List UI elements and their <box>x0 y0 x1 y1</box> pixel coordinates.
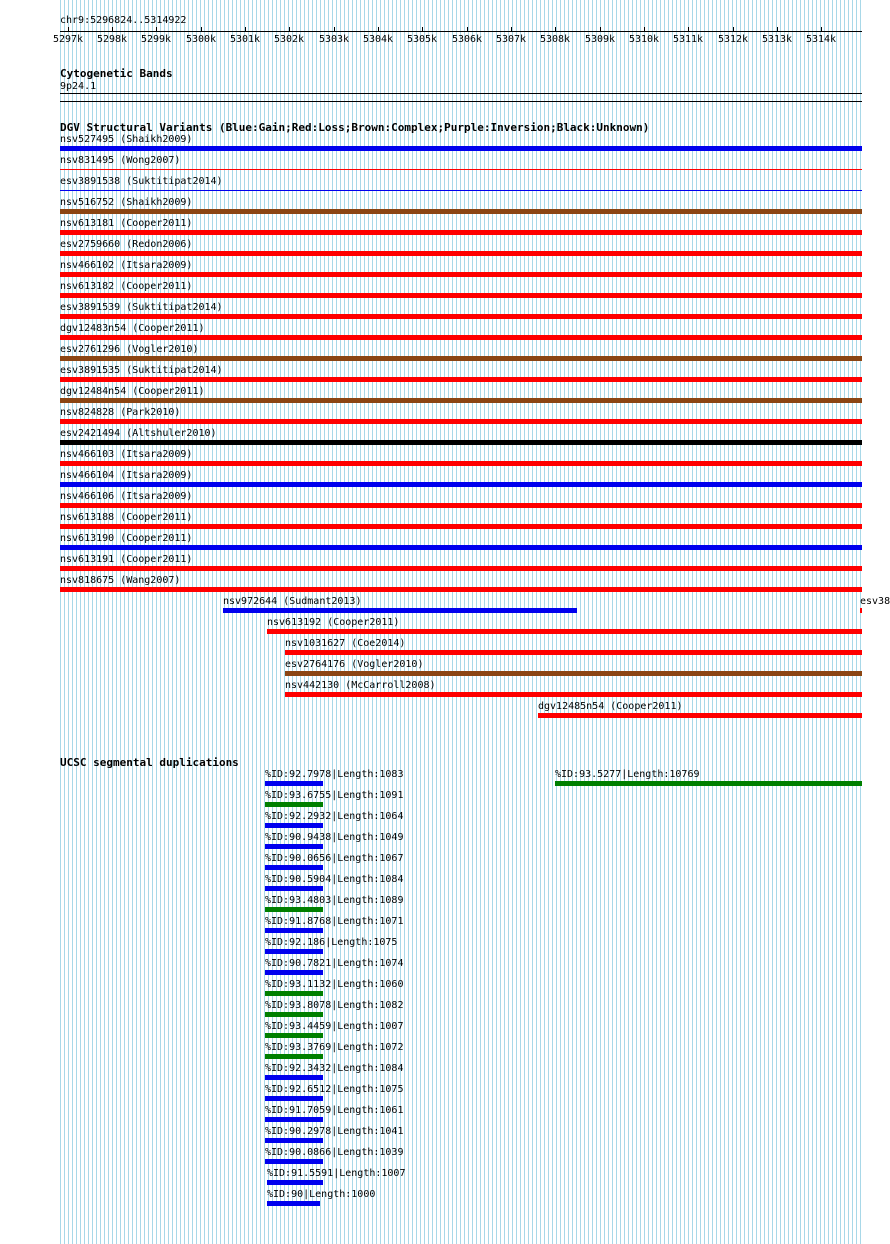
sv-bar[interactable] <box>285 671 862 676</box>
grid-line <box>820 0 821 1244</box>
grid-line <box>800 0 801 1244</box>
grid-line <box>836 0 837 1244</box>
grid-line <box>252 0 253 1244</box>
sv-bar[interactable] <box>60 293 862 298</box>
segdup-bar[interactable] <box>265 823 323 828</box>
grid-line <box>448 0 449 1244</box>
grid-line <box>532 0 533 1244</box>
sv-bar[interactable] <box>60 251 862 256</box>
grid-line <box>564 0 565 1244</box>
grid-line <box>628 0 629 1244</box>
grid-line <box>748 0 749 1244</box>
ruler-tick <box>422 27 423 32</box>
grid-line <box>496 0 497 1244</box>
grid-line <box>804 0 805 1244</box>
ruler-tick-label: 5300k <box>185 34 217 45</box>
grid-line <box>432 0 433 1244</box>
segdup-label[interactable]: %ID:91.7059|Length:1061 <box>265 1105 404 1116</box>
sv-bar[interactable] <box>60 524 862 529</box>
grid-line <box>584 0 585 1244</box>
sv-label[interactable]: nsv613190 (Cooper2011) <box>60 533 193 544</box>
sv-label[interactable]: esv3891535 (Suktitipat2014) <box>60 365 223 376</box>
sv-bar[interactable] <box>60 230 862 235</box>
segdup-label[interactable]: %ID:93.4459|Length:1007 <box>265 1021 404 1032</box>
grid-line <box>656 0 657 1244</box>
grid-line <box>596 0 597 1244</box>
sv-label[interactable]: esv3891538 (Suktitipat2014) <box>60 176 223 187</box>
grid-line <box>768 0 769 1244</box>
grid-line <box>780 0 781 1244</box>
grid-line <box>684 0 685 1244</box>
grid-line <box>728 0 729 1244</box>
grid-line <box>816 0 817 1244</box>
grid-line <box>452 0 453 1244</box>
segdup-label[interactable]: %ID:92.6512|Length:1075 <box>265 1084 404 1095</box>
grid-line <box>644 0 645 1244</box>
ruler-tick <box>511 27 512 32</box>
grid-line <box>512 0 513 1244</box>
grid-line <box>224 0 225 1244</box>
grid-line <box>708 0 709 1244</box>
segdup-label[interactable]: %ID:93.6755|Length:1091 <box>265 790 404 801</box>
grid-line <box>788 0 789 1244</box>
ruler-tick-label: 5302k <box>273 34 305 45</box>
sv-label[interactable]: nsv613188 (Cooper2011) <box>60 512 193 523</box>
grid-line <box>696 0 697 1244</box>
sv-bar[interactable] <box>60 398 862 403</box>
sv-bar[interactable] <box>60 419 862 424</box>
ruler-tick-label: 5305k <box>406 34 438 45</box>
segdup-label[interactable]: %ID:90|Length:1000 <box>267 1189 376 1200</box>
grid-line <box>480 0 481 1244</box>
grid-line <box>440 0 441 1244</box>
grid-line <box>756 0 757 1244</box>
grid-line <box>812 0 813 1244</box>
grid-line <box>724 0 725 1244</box>
ruler-tick-label: 5308k <box>539 34 571 45</box>
ruler-tick-label: 5307k <box>495 34 527 45</box>
grid-line <box>616 0 617 1244</box>
segdup-label[interactable]: %ID:93.3769|Length:1072 <box>265 1042 404 1053</box>
sv-label[interactable]: nsv613182 (Cooper2011) <box>60 281 193 292</box>
sv-label[interactable]: dgv12483n54 (Cooper2011) <box>60 323 205 334</box>
segdup-label[interactable]: %ID:92.7978|Length:1083 <box>265 769 404 780</box>
grid-line <box>776 0 777 1244</box>
ruler-tick <box>733 27 734 32</box>
ruler-tick-label: 5309k <box>584 34 616 45</box>
location-label: chr9:5296824..5314922 <box>60 15 187 26</box>
segdup-label[interactable]: %ID:90.0866|Length:1039 <box>265 1147 404 1158</box>
grid-line <box>680 0 681 1244</box>
grid-line <box>792 0 793 1244</box>
sv-bar[interactable] <box>285 650 862 655</box>
sv-label[interactable]: esv2421494 (Altshuler2010) <box>60 428 217 439</box>
grid-line <box>700 0 701 1244</box>
grid-line <box>468 0 469 1244</box>
sv-label[interactable]: dgv12485n54 (Cooper2011) <box>538 701 683 712</box>
sv-label[interactable]: nsv527495 (Shaikh2009) <box>60 134 193 145</box>
grid-line <box>536 0 537 1244</box>
ruler-tick-label: 5311k <box>672 34 704 45</box>
segdup-bar[interactable] <box>555 781 862 786</box>
sv-label[interactable]: nsv831495 (Wong2007) <box>60 155 181 166</box>
grid-line <box>636 0 637 1244</box>
sv-bar[interactable] <box>60 314 862 319</box>
grid-line <box>500 0 501 1244</box>
grid-line <box>852 0 853 1244</box>
grid-line <box>520 0 521 1244</box>
sv-bar[interactable] <box>60 356 862 361</box>
grid-line <box>672 0 673 1244</box>
segdup-label[interactable]: %ID:91.5591|Length:1007 <box>267 1168 406 1179</box>
grid-line <box>556 0 557 1244</box>
ruler-tick-label: 5313k <box>761 34 793 45</box>
sv-label[interactable]: nsv824828 (Park2010) <box>60 407 181 418</box>
grid-line <box>516 0 517 1244</box>
grid-line <box>544 0 545 1244</box>
ruler-axis[interactable] <box>60 31 862 32</box>
grid-line <box>856 0 857 1244</box>
sv-bar[interactable] <box>285 692 862 697</box>
ruler-tick <box>378 27 379 32</box>
ruler-tick <box>334 27 335 32</box>
grid-line <box>548 0 549 1244</box>
segdup-label[interactable]: %ID:93.1132|Length:1060 <box>265 979 404 990</box>
sv-bar[interactable] <box>60 461 862 466</box>
ruler-tick <box>289 27 290 32</box>
grid-line <box>604 0 605 1244</box>
sv-bar[interactable] <box>860 608 862 613</box>
ruler-tick-label: 5298k <box>96 34 128 45</box>
sv-bar[interactable] <box>60 146 862 151</box>
segdup-label[interactable]: %ID:90.2978|Length:1041 <box>265 1126 404 1137</box>
grid-line <box>456 0 457 1244</box>
segdup-bar[interactable] <box>265 991 323 996</box>
grid-line <box>848 0 849 1244</box>
cytoband-label[interactable]: 9p24.1 <box>60 81 97 92</box>
segdup-bar[interactable] <box>265 928 323 933</box>
grid-line <box>404 0 405 1244</box>
grid-line <box>232 0 233 1244</box>
segdup-label[interactable]: %ID:90.7821|Length:1074 <box>265 958 404 969</box>
cytoband-line-top <box>60 93 862 94</box>
grid-line <box>828 0 829 1244</box>
sv-bar[interactable] <box>60 503 862 508</box>
grid-line <box>476 0 477 1244</box>
sv-bar[interactable] <box>60 190 862 191</box>
segdup-label[interactable]: %ID:92.186|Length:1075 <box>265 937 398 948</box>
grid-line <box>484 0 485 1244</box>
grid-line <box>436 0 437 1244</box>
grid-line <box>808 0 809 1244</box>
grid-line <box>240 0 241 1244</box>
grid-line <box>716 0 717 1244</box>
sv-bar[interactable] <box>267 629 862 634</box>
grid-line <box>712 0 713 1244</box>
ruler-tick-label: 5310k <box>628 34 660 45</box>
grid-line <box>608 0 609 1244</box>
sv-bar[interactable] <box>60 209 862 214</box>
ruler-tick <box>688 27 689 32</box>
ruler-tick <box>467 27 468 32</box>
segdup-label[interactable]: %ID:93.5277|Length:10769 <box>555 769 700 780</box>
segdup-bar[interactable] <box>265 802 323 807</box>
grid-line <box>504 0 505 1244</box>
segdup-bar[interactable] <box>265 1159 323 1164</box>
sv-bar[interactable] <box>60 377 862 382</box>
sv-label[interactable]: nsv613181 (Cooper2011) <box>60 218 193 229</box>
grid-line <box>844 0 845 1244</box>
segdup-bar[interactable] <box>267 1201 320 1206</box>
sv-label[interactable]: esv2764176 (Vogler2010) <box>285 659 424 670</box>
grid-line <box>648 0 649 1244</box>
grid-line <box>580 0 581 1244</box>
grid-line <box>632 0 633 1244</box>
sv-label[interactable]: nsv466104 (Itsara2009) <box>60 470 193 481</box>
segdup-bar[interactable] <box>265 865 323 870</box>
grid-line <box>688 0 689 1244</box>
grid-line <box>840 0 841 1244</box>
grid-line <box>248 0 249 1244</box>
grid-line <box>676 0 677 1244</box>
sv-bar[interactable] <box>60 335 862 340</box>
sv-bar[interactable] <box>60 587 862 592</box>
grid-line <box>256 0 257 1244</box>
segdup-label[interactable]: %ID:90.0656|Length:1067 <box>265 853 404 864</box>
ruler-tick-label: 5297k <box>52 34 84 45</box>
grid-line <box>640 0 641 1244</box>
sv-label[interactable]: nsv972644 (Sudmant2013) <box>223 596 362 607</box>
sv-label[interactable]: esv3891539 (Suktitipat2014) <box>60 302 223 313</box>
segdup-bar[interactable] <box>265 907 323 912</box>
sv-bar[interactable] <box>60 440 862 445</box>
sv-label[interactable]: nsv613192 (Cooper2011) <box>267 617 400 628</box>
segdup-bar[interactable] <box>265 970 323 975</box>
segdup-bar[interactable] <box>265 1012 323 1017</box>
grid-line <box>692 0 693 1244</box>
grid-line <box>592 0 593 1244</box>
dgv-track-title: DGV Structural Variants (Blue:Gain;Red:Loss;Brown:Complex;Purple:Inversion;Black:Unknown) <box>60 121 650 134</box>
sv-label[interactable]: esv38 <box>860 596 890 607</box>
grid-line <box>572 0 573 1244</box>
sv-bar[interactable] <box>538 713 862 718</box>
sv-label[interactable]: nsv516752 (Shaikh2009) <box>60 197 193 208</box>
sv-label[interactable]: nsv466106 (Itsara2009) <box>60 491 193 502</box>
ruler-tick <box>112 27 113 32</box>
grid-line <box>664 0 665 1244</box>
segdup-bar[interactable] <box>265 886 323 891</box>
grid-line <box>420 0 421 1244</box>
grid-line <box>524 0 525 1244</box>
grid-line <box>588 0 589 1244</box>
grid-line <box>412 0 413 1244</box>
ruler-tick <box>156 27 157 32</box>
grid-line <box>508 0 509 1244</box>
grid-line <box>720 0 721 1244</box>
grid-line <box>428 0 429 1244</box>
grid-line <box>764 0 765 1244</box>
grid-line <box>560 0 561 1244</box>
grid-line <box>652 0 653 1244</box>
segdup-label[interactable]: %ID:92.3432|Length:1084 <box>265 1063 404 1074</box>
grid-line <box>732 0 733 1244</box>
grid-line <box>408 0 409 1244</box>
grid-line <box>424 0 425 1244</box>
grid-line <box>760 0 761 1244</box>
grid-line <box>784 0 785 1244</box>
ruler-tick-label: 5303k <box>318 34 350 45</box>
grid-line <box>752 0 753 1244</box>
grid-line <box>568 0 569 1244</box>
segdup-label[interactable]: %ID:93.4803|Length:1089 <box>265 895 404 906</box>
grid-line <box>736 0 737 1244</box>
segdup-label[interactable]: %ID:90.5904|Length:1084 <box>265 874 404 885</box>
ruler-tick <box>201 27 202 32</box>
grid-line <box>540 0 541 1244</box>
sv-bar[interactable] <box>223 608 577 613</box>
segdup-bar[interactable] <box>265 1033 323 1038</box>
grid-line <box>260 0 261 1244</box>
grid-line <box>860 0 861 1244</box>
sv-label[interactable]: nsv466103 (Itsara2009) <box>60 449 193 460</box>
sv-bar[interactable] <box>60 482 862 487</box>
ruler-tick-label: 5314k <box>805 34 837 45</box>
grid-line <box>472 0 473 1244</box>
grid-line <box>236 0 237 1244</box>
grid-line <box>612 0 613 1244</box>
grid-line <box>620 0 621 1244</box>
ruler-tick-label: 5306k <box>451 34 483 45</box>
grid-line <box>660 0 661 1244</box>
cytoband-track-title: Cytogenetic Bands <box>60 67 173 80</box>
sv-label[interactable]: esv2759660 (Redon2006) <box>60 239 193 250</box>
cytoband-line-bottom <box>60 101 862 102</box>
grid-line <box>460 0 461 1244</box>
sv-label[interactable]: nsv818675 (Wang2007) <box>60 575 181 586</box>
grid-line <box>552 0 553 1244</box>
sv-label[interactable]: nsv1031627 (Coe2014) <box>285 638 406 649</box>
ruler-tick <box>68 27 69 32</box>
ruler-tick-label: 5301k <box>229 34 261 45</box>
segdup-bar[interactable] <box>265 1117 323 1122</box>
grid-line <box>576 0 577 1244</box>
segdup-track-title: UCSC segmental duplications <box>60 756 239 769</box>
grid-line <box>416 0 417 1244</box>
sv-label[interactable]: nsv466102 (Itsara2009) <box>60 260 193 271</box>
segdup-bar[interactable] <box>265 1138 323 1143</box>
sv-label[interactable]: nsv613191 (Cooper2011) <box>60 554 193 565</box>
segdup-bar[interactable] <box>265 781 323 786</box>
ruler-tick <box>245 27 246 32</box>
grid-line <box>704 0 705 1244</box>
grid-line <box>600 0 601 1244</box>
grid-line <box>624 0 625 1244</box>
sv-label[interactable]: nsv442130 (McCarroll2008) <box>285 680 436 691</box>
sv-bar[interactable] <box>60 272 862 277</box>
segdup-bar[interactable] <box>265 1075 323 1080</box>
segdup-label[interactable]: %ID:90.9438|Length:1049 <box>265 832 404 843</box>
segdup-bar[interactable] <box>265 1096 323 1101</box>
sv-bar[interactable] <box>60 545 862 550</box>
sv-bar[interactable] <box>60 566 862 571</box>
grid-line <box>744 0 745 1244</box>
grid-line <box>832 0 833 1244</box>
ruler-tick <box>555 27 556 32</box>
ruler-tick <box>600 27 601 32</box>
ruler-tick <box>644 27 645 32</box>
grid-line <box>228 0 229 1244</box>
segdup-bar[interactable] <box>267 1180 323 1185</box>
grid-line <box>492 0 493 1244</box>
grid-line <box>772 0 773 1244</box>
segdup-bar[interactable] <box>265 844 323 849</box>
ruler-tick-label: 5299k <box>140 34 172 45</box>
grid-line <box>444 0 445 1244</box>
grid-line <box>668 0 669 1244</box>
segdup-label[interactable]: %ID:92.2932|Length:1064 <box>265 811 404 822</box>
segdup-label[interactable]: %ID:91.8768|Length:1071 <box>265 916 404 927</box>
ruler-tick <box>821 27 822 32</box>
grid-line <box>488 0 489 1244</box>
ruler-tick <box>777 27 778 32</box>
grid-line <box>824 0 825 1244</box>
grid-line <box>528 0 529 1244</box>
sv-label[interactable]: esv2761296 (Vogler2010) <box>60 344 199 355</box>
segdup-bar[interactable] <box>265 949 323 954</box>
grid-line <box>464 0 465 1244</box>
grid-line <box>740 0 741 1244</box>
segdup-bar[interactable] <box>265 1054 323 1059</box>
ruler-tick-label: 5304k <box>362 34 394 45</box>
segdup-label[interactable]: %ID:93.8078|Length:1082 <box>265 1000 404 1011</box>
grid-line <box>796 0 797 1244</box>
ruler-tick-label: 5312k <box>717 34 749 45</box>
sv-label[interactable]: dgv12484n54 (Cooper2011) <box>60 386 205 397</box>
grid-line <box>400 0 401 1244</box>
sv-bar[interactable] <box>60 169 862 170</box>
grid-line <box>244 0 245 1244</box>
